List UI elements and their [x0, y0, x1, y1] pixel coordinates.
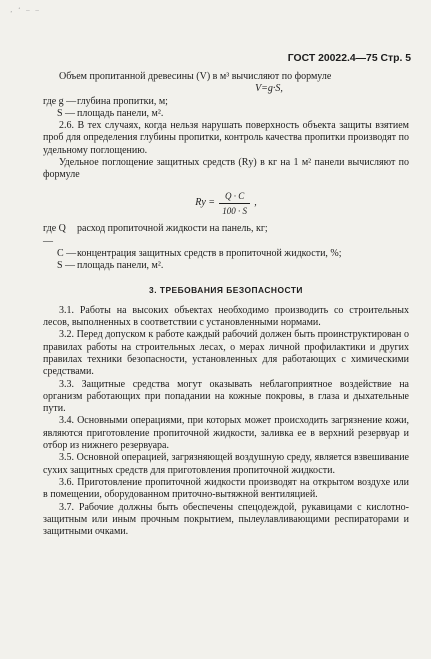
page-header [288, 53, 411, 64]
page-number: Стр. 5 [380, 53, 411, 64]
paragraph-3-1: 3.1. Работы на высоких объектах необходимо производить со строительных лесов, выполненных в соответствии с установленными нормами. [43, 304, 409, 329]
legend-def-g: глубина пропитки, м; [77, 95, 168, 107]
scan-marks: ‚ ‘ – – [10, 6, 41, 14]
formula-tail: , [254, 197, 257, 209]
paragraph-3-5: 3.5. Основной операцией, загрязняющей воздушную среду, является взвешивание сухих защитных средств для приготовления пропиточной жидкости. [43, 452, 409, 476]
paragraph-3-3: 3.3. Защитные средства могут оказывать неблагоприятное воздействие на организм работающих при попадании на кожные покровы, в глаза и дыхательные пути. [43, 378, 409, 415]
absorption-intro: Удельное поглощение защитных средств (Rу) в кг на 1 м² панели вычисляют по формуле [43, 157, 409, 181]
legend-row-c [43, 248, 409, 260]
legend-row-q [43, 223, 409, 248]
volume-formula: V=g·S, [255, 83, 283, 95]
section-title: 3. ТРЕБОВАНИЯ БЕЗОПАСНОСТИ [149, 285, 303, 296]
legend-def-c: концентрация защитных средств в пропиточной жидкости, %; [77, 247, 342, 259]
legend-def-s2: площадь панели, м². [77, 260, 164, 272]
legend-def-q: расход пропиточной жидкости на панель, кг; [77, 223, 268, 235]
paragraph-3-2: 3.2. Перед допуском к работе каждый рабочий должен быть проинструктирован о правилах работы на строительных лесах, о мерах личной профилактики и других правилах техники безопасности, установленных для работающих с химическими средствами. [43, 329, 409, 378]
document-body [43, 71, 409, 538]
legend-symbol-g: где g — [43, 95, 77, 107]
legend-def-s: площадь панели, м². [77, 107, 164, 119]
formula-lhs: Rу = [195, 197, 216, 209]
legend-row-g [43, 96, 409, 108]
volume-intro: Объем пропитанной древесины (V) в м³ вычисляют по формуле [59, 71, 332, 82]
paragraph-3-7: 3.7. Рабочие должны быть обеспечены спецодеждой, рукавицами с кислотно-защитным или иным прочным покрытием, пылеулавливающими респираторами и защитными очками. [43, 501, 409, 538]
paragraph-2-6: 2.6. В тех случаях, когда нельзя нарушать поверхность объекта защиты взятием проб для определения глубины пропитки, контроль качества пропитки производят по удельному поглощению. [43, 120, 409, 156]
legend-symbol-s: S — [57, 107, 76, 119]
absorption-formula [43, 190, 409, 218]
standard-number: ГОСТ 20022.4—75 [287, 53, 378, 64]
formula-numerator: Q · C [219, 190, 250, 204]
legend-symbol-q: где Q — [43, 223, 66, 247]
formula-denominator: 100 · S [222, 205, 248, 216]
formula-fraction [219, 190, 250, 218]
paragraph-3-6: 3.6. Приготовление пропиточной жидкости производят на открытом воздухе или в помещении, оборудованном приточно-вытяжной вентиляцией. [43, 476, 409, 501]
absorption-legend [43, 223, 409, 272]
legend-row-s [43, 108, 409, 120]
legend-row-s2 [43, 260, 409, 272]
volume-legend [43, 96, 409, 121]
legend-symbol-s2: S — [57, 260, 76, 272]
paragraph-3-4: 3.4. Основными операциями, при которых может происходить загрязнение кожи, являются приготовление пропиточной жидкости, заливка ее в верхний резервуар и отбор из нижнего резервуара. [43, 415, 409, 452]
legend-symbol-c: C — [57, 247, 77, 259]
